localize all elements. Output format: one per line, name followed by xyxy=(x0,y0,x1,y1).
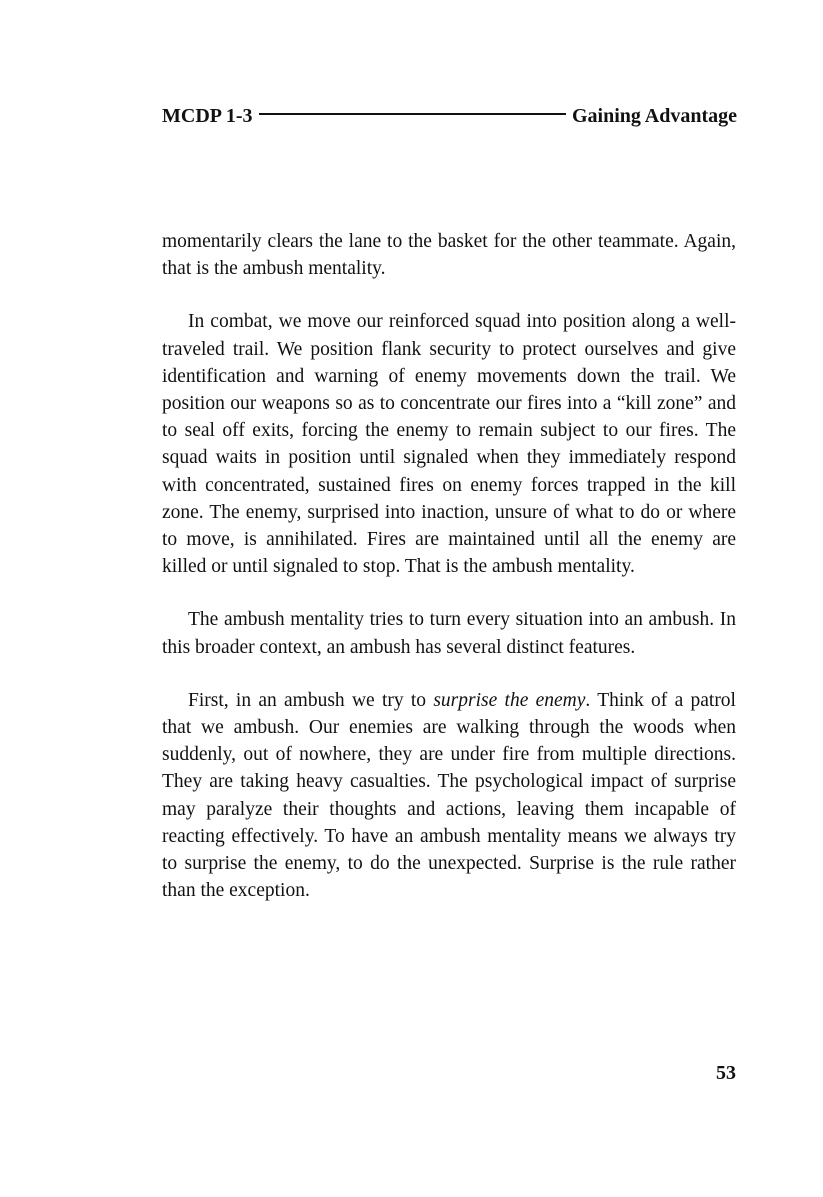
paragraph-surprise-emphasis: surprise the enemy xyxy=(433,689,586,711)
header-document-id: MCDP 1-3 xyxy=(162,104,253,127)
running-header xyxy=(162,102,737,130)
paragraph-surprise-lead: First, in an ambush we try to xyxy=(188,689,434,711)
header-rule xyxy=(259,113,566,115)
paragraph-ambush-mentality: The ambush mentality tries to turn every situation into an ambush. In this broader context, an ambush has several distinct features. xyxy=(162,609,736,658)
paragraph-combat: In combat, we move our reinforced squad into position along a well-traveled trail. We position flank security to protect ourselves and give identification and warning of enemy movements down the trail. We position our weapons so as to concentrate our fires into a “kill zone” and to seal off exits, forcing the enemy to remain subject to our fires. The squad waits in position until signaled when they immediately respond with concentrated, sustained fires on enemy forces trapped in the kill zone. The enemy, surprised into inaction, unsure of what to do or where to move, is annihilated. Fires are maintained until all the enemy are killed or until signaled to stop. That is the ambush mentality. xyxy=(162,311,736,578)
page-body xyxy=(162,228,736,930)
page-number: 53 xyxy=(716,1062,736,1084)
paragraph-surprise xyxy=(162,687,736,905)
header-chapter-title: Gaining Advantage xyxy=(571,104,737,127)
paragraph-continuation: momentarily clears the lane to the basket for the other teammate. Again, that is the ambush mentality. xyxy=(162,231,736,280)
paragraph-surprise-rest: . Think of a patrol that we ambush. Our enemies are walking through the woods when suddenly, out of nowhere, they are under fire from multiple directions. They are taking heavy casualties. The psychological impact of surprise may paralyze their thoughts and actions, leaving them incapable of reacting effectively. To have an ambush mentality means we always try to surprise the enemy, to do the unexpected. Surprise is the rule rather than the exception. xyxy=(162,689,736,902)
